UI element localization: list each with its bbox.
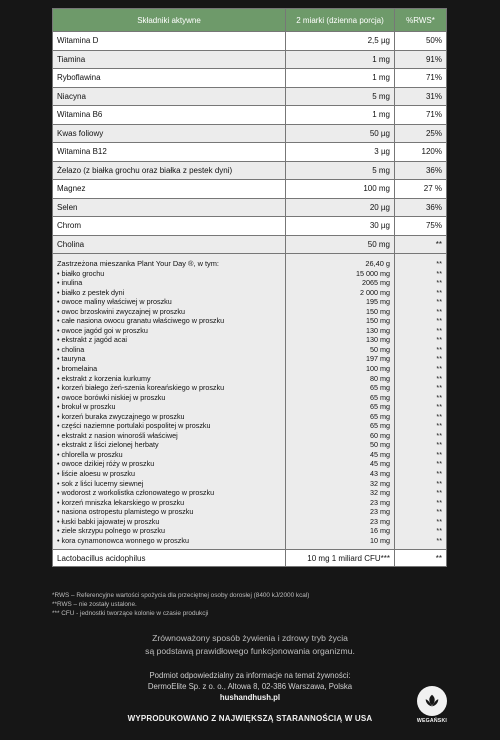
footnotes [52,592,309,618]
mix-item-amount: 65 mg [370,421,390,431]
mix-item-amount: 23 mg [370,507,390,517]
table-header-row [53,9,447,32]
ingredient-name: Witamina D [53,32,286,51]
footnote-cfu: *** CFU - jednostki tworzące kolonie w czasie produkcji [52,609,209,617]
table-row [53,32,447,51]
ingredient-amount: 1 mg [286,69,395,88]
mix-item-name: • brokuł w proszku [57,402,116,412]
mix-item-rws: ** [436,392,442,402]
mix-total-rws: ** [436,259,442,268]
website-link[interactable]: hushandhush.pl [219,693,281,702]
table-row [53,69,447,88]
ingredient-amount: 1 mg [286,106,395,125]
mix-item-name: • chlorella w proszku [57,449,123,459]
ingredient-amount: 5 mg [286,87,395,106]
mix-item-amount: 15 000 mg [356,268,390,278]
table-row [53,198,447,217]
ingredient-rws: 27 % [395,180,447,199]
ingredient-rws: 71% [395,106,447,125]
ingredient-amount: 1 mg [286,50,395,69]
mix-item-name: • ekstrakt z korzenia kurkumy [57,373,151,383]
mix-item-name: • łuski babki jajowatej w proszku [57,516,160,526]
mix-row [53,254,447,550]
ingredient-rws: 25% [395,124,447,143]
mix-item-amount: 43 mg [370,469,390,479]
mix-item-name: • inulina [57,278,83,288]
ingredient-rws: ** [395,235,447,254]
mix-item-rws: ** [436,440,442,450]
ingredient-name: Tiamina [53,50,286,69]
mix-item-amount: 150 mg [366,306,390,316]
mix-item-name: • owoce maliny właściwej w proszku [57,297,172,307]
ingredient-name: Cholina [53,235,286,254]
mix-item-rws: ** [436,449,442,459]
footnote-rws: *RWS – Referencyjne wartości spożycia dla przeciętnej osoby dorosłej (8400 kJ/2000 kcal) [52,592,310,599]
mix-item-rws: ** [436,402,442,412]
mix-item-name: • ziele skrzypu polnego w proszku [57,526,165,536]
mix-item-name: • ekstrakt z nasion winorośli właściwej [57,430,178,440]
lacto-row [53,550,447,567]
mix-item-amount: 65 mg [370,392,390,402]
mix-item-rws: ** [436,459,442,469]
ingredient-name: Magnez [53,180,286,199]
mix-item-rws: ** [436,306,442,316]
mix-item-amount: 150 mg [366,316,390,326]
table-row [53,180,447,199]
mix-item-amount: 100 mg [366,364,390,374]
ingredient-rws: 120% [395,143,447,162]
mix-item-name: • korzeń białego żeń-szenia koreańskiego w proszku [57,383,225,393]
mix-item-amount: 80 mg [370,373,390,383]
mix-item-rws: ** [436,507,442,517]
mix-item-name: • owoce dzikiej róży w proszku [57,459,155,469]
mix-item-rws: ** [436,278,442,288]
mix-item-rws: ** [436,373,442,383]
ingredient-name: Żelazo (z białka grochu oraz białka z pestek dyni) [53,161,286,180]
health-claim: Zrównoważony sposób żywienia i zdrowy tryb życia są podstawą prawidłowego funkcjonowania organizmu. [145,633,355,656]
mix-item-name: • bromelaina [57,364,98,374]
footnote-rws-not-set: **RWS – nie zostały ustalone. [52,600,137,608]
mix-total-amount: 26,40 g [365,259,390,268]
mix-item-rws: ** [436,535,442,545]
mix-item-rws: ** [436,488,442,498]
mix-item-amount: 45 mg [370,459,390,469]
ingredient-amount: 2,5 µg [286,32,395,51]
nutrition-table [52,8,447,567]
ingredient-rws: 75% [395,217,447,236]
mix-item-rws: ** [436,516,442,526]
mix-item-rws: ** [436,478,442,488]
mix-item-rws: ** [436,383,442,393]
mix-item-amount: 32 mg [370,478,390,488]
ingredient-name: Ryboflawina [53,69,286,88]
mix-item-name: • ekstrakt z liści zielonej herbaty [57,440,159,450]
mix-item-name: • nasiona ostropestu plamistego w proszku [57,507,194,517]
ingredient-rws: 91% [395,50,447,69]
ingredient-rws: 31% [395,87,447,106]
mix-item-rws: ** [436,364,442,374]
table-row [53,106,447,125]
mix-item-amount: 60 mg [370,430,390,440]
ingredient-rws: 50% [395,32,447,51]
mix-item-amount: 2065 mg [362,278,390,288]
mix-item-amount: 65 mg [370,402,390,412]
mix-item-rws: ** [436,344,442,354]
mix-item-amount: 23 mg [370,497,390,507]
mix-item-rws: ** [436,335,442,345]
mix-item-amount: 16 mg [370,526,390,536]
mix-item-name: • tauryna [57,354,86,364]
table-row [53,143,447,162]
mix-item-amount: 45 mg [370,449,390,459]
mix-item-amount: 10 mg [370,535,390,545]
mix-item-name: • białko grochu [57,268,105,278]
mix-item-rws: ** [436,469,442,479]
header-serving: 2 miarki (dzienna porcja) [286,9,395,32]
mix-item-name: • całe nasiona owocu granatu właściwego w proszku [57,316,225,326]
ingredient-name: Niacyna [53,87,286,106]
table-row [53,235,447,254]
mix-item-rws: ** [436,526,442,536]
vegan-leaf-icon [417,686,447,716]
header-ingredients: Składniki aktywne [53,9,286,32]
mix-rws [395,254,447,550]
mix-item-rws: ** [436,325,442,335]
mix-item-amount: 23 mg [370,516,390,526]
ingredient-rws: 36% [395,198,447,217]
mix-item-rws: ** [436,297,442,307]
mix-item-rws: ** [436,421,442,431]
table-row [53,161,447,180]
mix-item-amount: 2 000 mg [360,287,390,297]
ingredient-amount: 20 µg [286,198,395,217]
mix-item-rws: ** [436,268,442,278]
ingredient-rws: 71% [395,69,447,88]
mix-item-amount: 65 mg [370,411,390,421]
mix-item-amount: 197 mg [366,354,390,364]
mix-item-amount: 195 mg [366,297,390,307]
mix-item-name: • cholina [57,344,85,354]
ingredient-amount: 50 µg [286,124,395,143]
mix-item-rws: ** [436,316,442,326]
vegan-badge: WEGAŃSKI [414,686,450,724]
responsible-entity: Podmiot odpowiedzialny za informacje na temat żywności: DermoElite Sp. z o. o., Altowa 8, 02-386 Warszawa, Polska hushandhush.pl [0,670,500,703]
ingredient-amount: 30 µg [286,217,395,236]
table-row [53,217,447,236]
mix-item-name: • liście aloesu w proszku [57,469,136,479]
ingredient-rws: 36% [395,161,447,180]
ingredient-name: Witamina B12 [53,143,286,162]
mix-item-amount: 130 mg [366,335,390,345]
mix-item-amount: 50 mg [370,344,390,354]
mix-item-name: • wodorost z workolistka członowatego w proszku [57,488,215,498]
mix-amounts [286,254,395,550]
mix-item-rws: ** [436,354,442,364]
mix-item-name: • owoce jagód goi w proszku [57,325,148,335]
mix-item-amount: 50 mg [370,440,390,450]
lacto-rws: ** [395,550,447,567]
header-rws: %RWS* [395,9,447,32]
mix-item-name: • ekstrakt z jagód acai [57,335,128,345]
ingredient-name: Selen [53,198,286,217]
ingredient-amount: 50 mg [286,235,395,254]
lacto-name: Lactobacillus acidophilus [53,550,286,567]
mix-item-name: • sok z liści lucerny siewnej [57,478,144,488]
ingredient-amount: 3 µg [286,143,395,162]
made-in-usa: WYPRODUKOWANO Z NAJWIĘKSZĄ STARANNOŚCIĄ W USA [127,714,373,723]
mix-item-name: • białko z pestek dyni [57,287,125,297]
ingredient-amount: 100 mg [286,180,395,199]
mix-item-name: • części naziemne portulaki pospolitej w proszku [57,421,211,431]
mix-item-rws: ** [436,411,442,421]
mix-item-name: • kora cynamonowca wonnego w proszku [57,535,189,545]
mix-item-name: • owoc brzoskwini zwyczajnej w proszku [57,306,185,316]
mix-item-amount: 32 mg [370,488,390,498]
ingredient-name: Chrom [53,217,286,236]
mix-item-name: • korzeń buraka zwyczajnego w proszku [57,411,185,421]
ingredient-name: Witamina B6 [53,106,286,125]
mix-item-rws: ** [436,497,442,507]
mix-item-name: • korzeń mniszka lekarskiego w proszku [57,497,185,507]
mix-title: Zastrzeżona mieszanka Plant Your Day ®, w tym: [57,259,219,268]
mix-item-rws: ** [436,430,442,440]
mix-item-name: • owoce borówki niskiej w proszku [57,392,166,402]
ingredient-amount: 5 mg [286,161,395,180]
lacto-amount: 10 mg 1 miliard CFU*** [286,550,395,567]
mix-item-amount: 65 mg [370,383,390,393]
table-row [53,87,447,106]
mix-names [53,254,286,550]
mix-item-amount: 130 mg [366,325,390,335]
mix-item-rws: ** [436,287,442,297]
ingredient-name: Kwas foliowy [53,124,286,143]
table-row [53,124,447,143]
table-row [53,50,447,69]
